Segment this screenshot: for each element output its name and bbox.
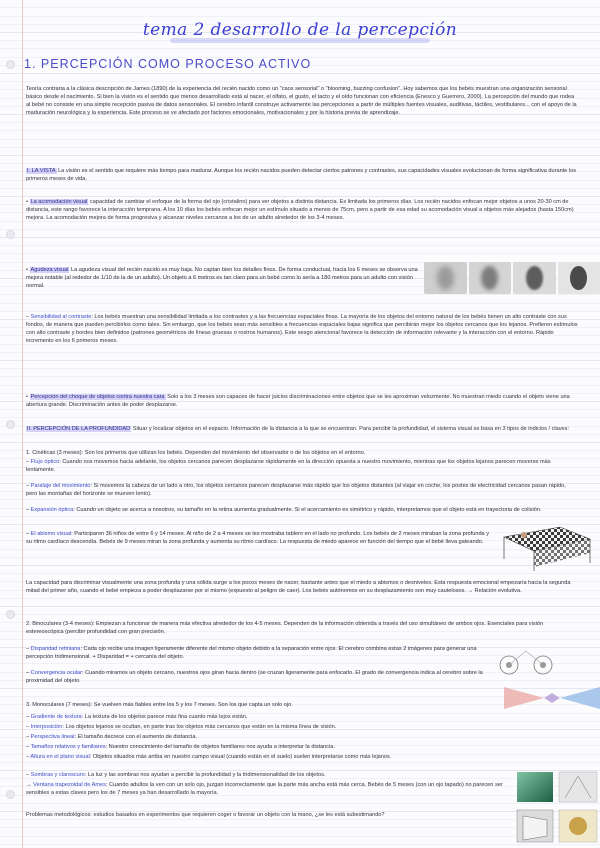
sombras-text: La luz y las sombras nos ayudan a percibir la profundidad y la tridimensionalidad de los objetos.	[87, 772, 326, 778]
vision-intro-text: La visión es el sentido que requiere más tiempo para madurar. Aunque los recién nacidos pueden detectar ciertos patrones y contrastes, sus capacidades visuales evolucionan de forma significativa durante los primeros meses de vida.	[26, 168, 577, 183]
interposicion-label: Interposición	[30, 724, 63, 730]
choque-item: • Percepción del choque de objetos contra nuestra cara Solo a los 3 meses son capaces de hacer juicios discriminaciones entre objetos que se les aproximan velozmente. No muestran miedo cuando el objeto viene una abertura grande. Discriminación antes de poder desplazarse.	[26, 394, 570, 409]
problemas-paragraph: Problemas metodológicos: estudios basados en experimentos que requieren coger o favorar un objeto con la mano, ¿se les está subestimando?	[26, 812, 385, 818]
blurred-faces-figure	[424, 262, 600, 294]
disparidad-text: Cada ojo recibe una imagen ligeramente diferente del mismo objeto debido a la separación entre ojos. El cerebro combina estas 2 imágenes para generar una percepción tridimensional. + Disparidad = + cercanía del objeto.	[26, 646, 477, 661]
face-photo-clear	[558, 262, 600, 294]
gradiente-label: Gradiente de textura	[30, 714, 82, 720]
page-title: tema 2 desarrollo de la percepción	[0, 20, 600, 40]
abismo-item: – El abismo visual: Participaron 36 niños de entre 6 y 14 meses. Al niño de 2 a 4 meses se les mostraba tablero en el lado no profundo. Los bebés de 2 meses miraban la zona profunda y su ritmo cardíaco descendía. Bebés de 9 meses miran la zona profunda y aumenta su ritmo cardíaco. La respuesta de miedo aparece en función del tiempo que el bebé lleva gateando.	[26, 531, 490, 546]
tamanos-label: Tamaños relativos y familiares	[30, 744, 106, 750]
choque-label: Percepción del choque de objetos contra nuestra cara	[30, 394, 165, 400]
flujo-label: Flujo óptico	[30, 459, 60, 465]
expansion-text: Cuando un objeto se acerca a nosotros, su tamaño en la retina aumenta gradualmente. Si el acercamiento es simétrico y rápido, interpretamos que el objeto está en trayectoria de colisión.	[76, 507, 542, 513]
sombras-item: – Sombras y claroscuro: La luz y las sombras nos ayudan a percibir la profundidad y la tridimensionalidad de los objetos.	[26, 772, 326, 778]
interposicion-item: – Interposición: Los objetos lejanos se ocultan, en parte tras los objetos más cercanos que están en la misma línea de visión.	[26, 724, 337, 730]
interposicion-text: Los objetos lejanos se ocultan, en parte tras los objetos más cercanos que están en la misma línea de visión.	[65, 724, 337, 730]
capacidad-paragraph: La capacidad para discriminar visualmente una zona profunda y una sólida surge a los pocos meses de nacer, bastante antes que el miedo a abismos o desniveles. Esta respuesta emocional empezaría hacia la segunda mitad del primer año, cuando el bebé empieza a poder desplazarse por sí mismo (expuesto al peligro de caer). Los bebés autónomos en su desplazamiento son muy cautelosos. → Relación evolutiva.	[26, 580, 571, 595]
altura-item: – Altura en el plano visual: Objetos situados más arriba en nuestro campo visual (cuando están en el suelo) suelen interpretarse como más lejanos.	[26, 754, 392, 760]
face-photo-blur-3	[513, 262, 556, 294]
perspectiva-text: El tamaño decrece con el aumento de distancia.	[77, 734, 198, 740]
binoculares-item: 2. Binoculares (3-4 meses): Empiezan a funcionar de manera más efectiva alrededor de los 4-5 meses. Dependen de la información obtenida a través del uso simultáneo de ambos ojos. Esenciales para visión estereoscópica (percibir profundidad con gran precisión.	[26, 621, 544, 636]
tamanos-item: – Tamaños relativos y familiares: Nuestro conocimiento del tamaño de objetos familiares nos ayuda a interpretar la distancia.	[26, 744, 335, 750]
contraste-label: Sensibilidad al contraste	[30, 314, 92, 320]
section-heading-perception: 1. PERCEPCIÓN COMO PROCESO ACTIVO	[24, 57, 312, 71]
visual-cliff-figure	[500, 523, 592, 573]
gradiente-text: La textura de los objetos parece más fina cuanto más lejos están.	[84, 714, 248, 720]
paralaje-text: Si movemos la cabeza de un lado a otro, los objetos cercanos parecen desplazarse más rápido que los objetos distantes (al viajar en coche, los postes de electricidad cercanos pasan rápido, pero las montañas del horizonte se mueven lento).	[26, 483, 566, 498]
convergencia-text: Cuando miramos un objeto cercano, nuestros ojos giran hacia dentro (se cruzan ligeramente para enfocarlo. El grado de convergencia indica al cerebro sobre la proximidad del objeto.	[26, 670, 483, 685]
altura-label: Altura en el plano visual	[30, 754, 90, 760]
agudeza-label: Agudeza visual	[30, 267, 69, 273]
paralaje-item: – Paralaje del movimiento: Si movemos la cabeza de un lado a otro, los objetos cercanos parecen desplazarse más rápido que los objetos distantes (al viajar en coche, los postes de electricidad cercanos pasan rápido, pero las montañas del horizonte se mueven lento).	[26, 483, 566, 498]
convergencia-item: – Convergencia ocular: Cuando miramos un objeto cercano, nuestros ojos giran hacia dentro (se cruzan ligeramente para enfocarlo. El grado de convergencia indica al cerebro sobre la proximidad del objeto.	[26, 670, 483, 685]
ventana-label: Ventana trapezoidal de Ames	[33, 782, 106, 788]
contraste-text: Los bebés muestran una sensibilidad limitada a los contrastes y a las frecuencias espaciales finas. La mayoría de los objetos del entorno natural de los bebés tienen un alto contraste con sus fondos, de manera que pueden percibirlos como tales. Sin embargo, que los bebés sean más sensibles a frecuencias espaciales bajas significa que percibirán mejor los objetos cercanos que los lejanos. Prefieren estímulos con alto contraste y bordes bien definidos (patrones geométricos de líneas gruesas o rostros humanos). Este sesgo atencional favorece la detección de información relevante y la interacción con el entorno. Rápido incremento en los 6 primeros meses.	[26, 314, 578, 345]
ventana-text: Cuando adultos la ven con un solo ojo, juzgan incorrectamente que la parte más ancha está más cerca. Bebés de 5 meses (con un ojo tapado) no parecen ser sensibles a estas claves pero los de 7 meses ya han desarrollado la mayoría.	[26, 782, 503, 797]
margin-line	[22, 0, 23, 848]
disparidad-label: Disparidad retiniana	[30, 646, 81, 652]
expansion-label: Expansión óptica	[30, 507, 74, 513]
flujo-text: Cuando nos movemos hacia adelante, los objetos cercanos parecen desplazarse rápidamente en la dirección opuesta a nuestro movimiento, mientras que los objetos lejanos parecen moverse más lentamente.	[26, 459, 551, 474]
depth-intro-text: Situar y localizar objetos en el espacio. Información de la distancia a la que se encuentran. Para percibir la profundidad, el sistema visual se basa en 3 tipos de indicios / claves:	[132, 426, 570, 432]
vision-intro	[26, 167, 578, 183]
intro-paragraph: Teoría contraria a la clásica descripción de James (1890) de la experiencia del recién nacido como un "caos sensorial" o "blooming, buzzing confusion". Hoy sabemos que los bebés muestran una organización sensorial básico desde el nacimiento. Si bien la visión es el sentido que menos desarrollado está al nacer, el olfato, el gusto, el tacto y el oído funcionan con eficiencia (Enesco y Guerrero, 2000). La percepción del mundo que rodea al bebé no consiste en una simple recepción pasiva de datos sensoriales. El cerebro infantil construye activamente las percepciones a partir de múltiples fuentes visuales, auditivas, táctiles, vestibulares... con el apoyo de la maduración neurológica y la experiencia. Este proceso se ve afectado por factores emocionales, motivacionales y por la historia previa de aprendizaje.	[26, 86, 577, 117]
choque-text: Solo a los 3 meses son capaces de hacer juicios discriminaciones entre objetos que se les aproximan velozmente. No muestran miedo cuando el objeto viene una abertura grande. Discriminación antes de poder desplazarse.	[26, 394, 570, 409]
face-photo-blur-1	[424, 262, 467, 294]
acomodacion-text: capacidad de cambiar el enfoque de la forma del ojo (cristalino) para ver objetos a distinta distancia. Es limitada los primeros días. Los recién nacidos enfocan mejor objetos a unos 20-30 cm de distancia, este rango favorece la interacción temprana. A los 10 días los bebés enfocan mejor un estímulo situado a menos de 75cm, pero a partir de esa edad su acomodación visual a objetos más alejados (hasta 150cm) mejora. La acomodación mejora de forma progresiva y alcanzar niveles cercanos a los de un adulto alrededor de los 3-4 meses.	[26, 199, 574, 222]
ventana-item: → Ventana trapezoidal de Ames: Cuando adultos la ven con un solo ojo, juzgan incorrectamente que la parte más ancha está más cerca. Bebés de 5 meses (con un ojo tapado) no parecen ser sensibles a estas claves pero los de 7 meses ya han desarrollado la mayoría.	[26, 782, 503, 797]
retinal-disparity-figure	[497, 647, 555, 683]
acomodacion-item: • La acomodación visual capacidad de cambiar el enfoque de la forma del ojo (cristalino) para ver objetos a distinta distancia. Es limitada los primeros días. Los recién nacidos enfocan mejor objetos a unos 20-30 cm de distancia, este rango favorece la interacción temprana. A los 10 días los bebés enfocan mejor un estímulo situado a menos de 75cm, pero a partir de esa edad su acomodación visual a objetos más alejados (hasta 150cm) mejora. La acomodación mejora de forma progresiva y alcanzar niveles cercanos a los de un adulto alrededor de los 3-4 meses.	[26, 199, 574, 222]
convergencia-label: Convergencia ocular	[30, 670, 82, 676]
expansion-item: – Expansión óptica: Cuando un objeto se acerca a nosotros, su tamaño en la retina aumenta gradualmente. Si el acercamiento es simétrico y rápido, interpretamos que el objeto está en trayectoria de colisión.	[26, 507, 542, 513]
altura-text: Objetos situados más arriba en nuestro campo visual (cuando están en el suelo) suelen interpretarse como más lejanos.	[92, 754, 392, 760]
agudeza-text: La agudeza visual del recién nacido es muy baja. No captan bien los detalles finos. De forma conductual, hacia los 6 meses se observa una mejora notable (al rededor de 1/10 de la de un adulto). Un objeto a 6 metros es tan claro para un bebé como lo sería a 180 metros para un adulto con visión normal.	[26, 267, 418, 290]
agudeza-item: • Agudeza visual La agudeza visual del recién nacido es muy baja. No captan bien los detalles finos. De forma conductual, hacia los 6 meses se observa una mejora notable (al rededor de 1/10 de la de un adulto). Un objeto a 6 metros es tan claro para un bebé como lo sería a 180 metros para un adulto con visión normal.	[26, 267, 418, 290]
abismo-text: Participaron 36 niños de entre 6 y 14 meses. Al niño de 2 a 4 meses se les mostraba tablero en el lado no profundo. Los bebés de 2 meses miraban la zona profunda y su ritmo cardíaco descendía. Bebés de 9 meses miran la zona profunda y aumenta su ritmo cardíaco. La respuesta de miedo aparece en función del tiempo que el bebé lleva gateando.	[26, 531, 490, 546]
disparidad-item: – Disparidad retiniana: Cada ojo recibe una imagen ligeramente diferente del mismo objeto debido a la separación entre ojos. El cerebro combina estas 2 imágenes para generar una percepción tridimensional. + Disparidad = + cercanía del objeto.	[26, 646, 477, 661]
abismo-label: El abismo visual	[30, 531, 72, 537]
monocular-cues-figures	[515, 770, 600, 848]
tamanos-text: Nuestro conocimiento del tamaño de objetos familiares nos ayuda a interpretar la distancia.	[108, 744, 335, 750]
acomodacion-label: La acomodación visual	[30, 199, 88, 205]
gradiente-item: – Gradiente de textura: La textura de los objetos parece más fina cuanto más lejos están.	[26, 714, 248, 720]
vision-heading: I. LA VISTA	[27, 168, 56, 174]
face-photo-blur-2	[469, 262, 512, 294]
paralaje-label: Paralaje del movimiento	[30, 483, 91, 489]
sombras-label: Sombras y claroscuro	[30, 772, 85, 778]
cineticas-item: 1. Cinéticas (3 meses): Son los primeros que utilizan los bebés. Dependen del movimiento del observador o de los objetos en el entorno.	[26, 450, 366, 456]
perspectiva-item: – Perspectiva lineal: El tamaño decrece con el aumento de distancia.	[26, 734, 198, 740]
contraste-item: – Sensibilidad al contraste: Los bebés muestran una sensibilidad limitada a los contrastes y a las frecuencias espaciales finas. La mayoría de los objetos del entorno natural de los bebés tienen un alto contraste con sus fondos, de manera que pueden percibirlos como tales. Sin embargo, que los bebés sean más sensibles a frecuencias espaciales bajas significa que percibirán mejor los objetos cercanos que los lejanos. Prefieren estímulos con alto contraste y bordes bien definidos (patrones geométricos de líneas gruesas o rostros humanos). Este sesgo atencional favorece la detección de información relevante y la interacción con el entorno. Rápido incremento en los 6 primeros meses.	[26, 314, 578, 345]
flujo-item: – Flujo óptico: Cuando nos movemos hacia adelante, los objetos cercanos parecen desplazarse rápidamente en la dirección opuesta a nuestro movimiento, mientras que los objetos lejanos parecen moverse más lentamente.	[26, 459, 551, 474]
depth-heading: II. PERCEPCIÓN DE LA PROFUNDIDAD	[27, 426, 131, 432]
depth-intro	[26, 425, 578, 433]
perspectiva-label: Perspectiva lineal	[30, 734, 75, 740]
monoculares-item: 3. Monoculares (7 meses): Se vuelven más fiables entre los 5 y los 7 meses. Son los que capta un solo ojo.	[26, 702, 293, 708]
